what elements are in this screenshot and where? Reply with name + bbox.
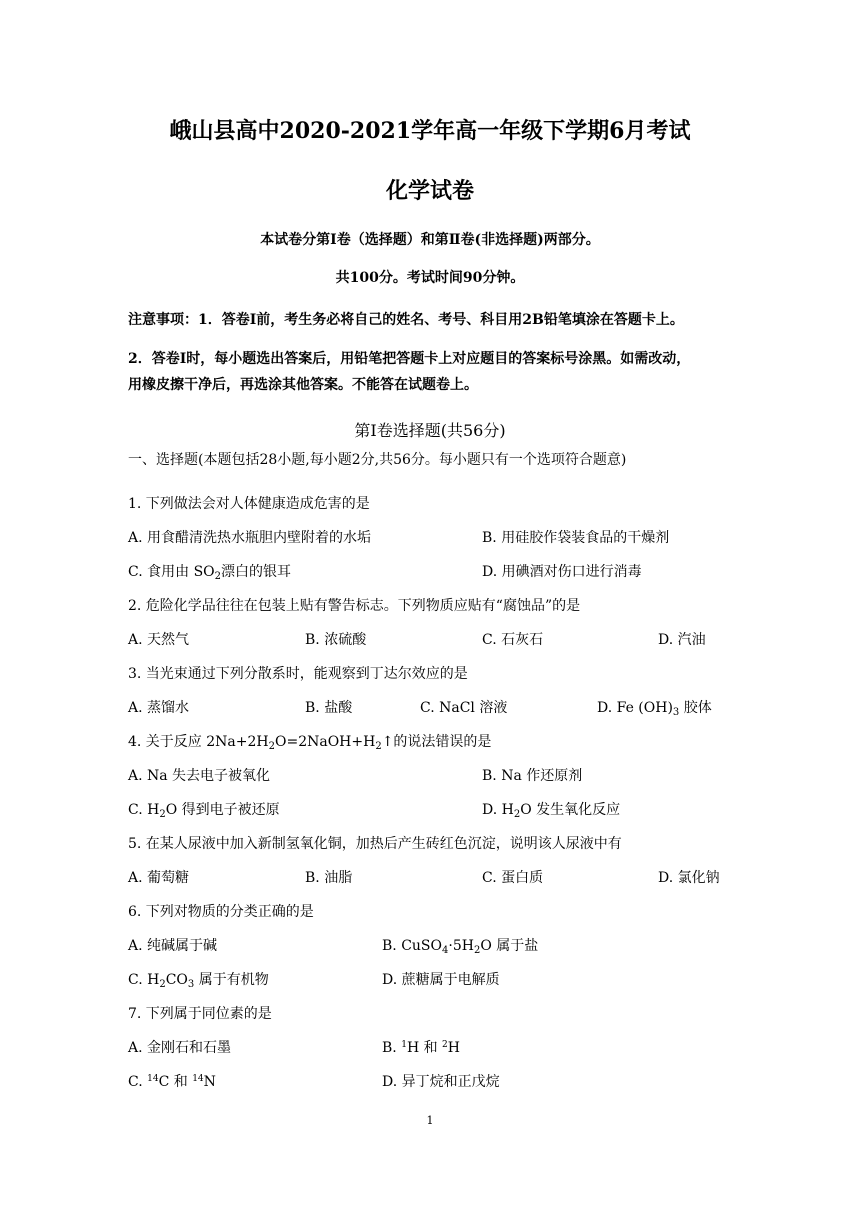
question-7-option-b: B. $^1$H 和 $^2$H [382, 1040, 460, 1056]
question-3-stem: 3. 当光束通过下列分散系时，能观察到丁达尔效应的是 [128, 666, 468, 682]
intro-line-2: 共100分。考试时间90分钟。 [335, 270, 525, 286]
notice-2a: 2．答卷Ⅰ时，每小题选出答案后，用铅笔把答题卡上对应题目的答案标号涂黑。如需改动， [128, 351, 691, 367]
question-1-option-c: C. 食用由 $SO_2$漂白的银耳 [128, 564, 292, 582]
question-7-option-c: C. $^{14}$C 和 $^{14}$N [128, 1074, 216, 1090]
question-2-option-b: B. 浓硫酸 [305, 632, 367, 648]
question-7-option-a: A. 金刚石和石墨 [128, 1040, 232, 1056]
question-4-option-a: A. Na 失去电子被氧化 [128, 768, 271, 784]
question-5-option-b: B. 油脂 [305, 870, 353, 886]
section-instruction: 一、选择题(本题包括28小题,每小题2分,共56分。每小题只有一个选项符合题意) [128, 452, 627, 468]
question-3-option-d: D. Fe $(OH)_3$ 胶体 [597, 700, 712, 718]
question-6-stem: 6. 下列对物质的分类正确的是 [128, 904, 314, 920]
question-3-option-c: C. NaCl 溶液 [420, 700, 508, 716]
notice-2b: 用橡皮擦干净后，再选涂其他答案。不能答在试题卷上。 [128, 377, 478, 393]
question-1-option-a: A. 用食醋清洗热水瓶胆内壁附着的水垢 [128, 530, 372, 546]
question-4-stem: 4. 关于反应 $2Na+2H_2O=2NaOH+H_2↑$的说法错误的是 [128, 734, 492, 752]
question-5-option-d: D. 氯化钠 [658, 870, 720, 886]
question-4-option-b: B. Na 作还原剂 [482, 768, 583, 784]
question-6-option-c: C. $H_2CO_3$ 属于有机物 [128, 972, 269, 990]
question-7-option-d: D. 异丁烷和正戊烷 [382, 1074, 500, 1090]
question-6-option-a: A. 纯碱属于碱 [128, 938, 218, 954]
question-6-option-d: D. 蔗糖属于电解质 [382, 972, 500, 988]
question-6-option-b: B. $CuSO_4\cdot 5H_2O$ 属于盐 [382, 938, 539, 956]
question-7-stem: 7. 下列属于同位素的是 [128, 1006, 272, 1022]
question-2-option-c: C. 石灰石 [482, 632, 544, 648]
question-3-option-b: B. 盐酸 [305, 700, 353, 716]
question-2-option-a: A. 天然气 [128, 632, 190, 648]
question-5-stem: 5. 在某人尿液中加入新制氢氧化铜，加热后产生砖红色沉淀，说明该人尿液中有 [128, 836, 622, 852]
question-1-option-b: B. 用硅胶作袋装食品的干燥剂 [482, 530, 670, 546]
exam-title: 峨山县高中2020-2021学年高一年级下学期6月考试 [169, 118, 691, 144]
exam-subtitle: 化学试卷 [385, 178, 474, 204]
question-4-option-d: D. $H_2O$ 发生氧化反应 [482, 802, 621, 820]
section-title: 第Ⅰ卷选择题(共56分) [354, 421, 506, 440]
question-2-stem: 2. 危险化学品往往在包装上贴有警告标志。下列物质应贴有“腐蚀品”的是 [128, 598, 581, 614]
question-1-stem: 1. 下列做法会对人体健康造成危害的是 [128, 496, 370, 512]
question-2-option-d: D. 汽油 [658, 632, 706, 648]
question-1-option-d: D. 用碘酒对伤口进行消毒 [482, 564, 642, 580]
question-5-option-a: A. 葡萄糖 [128, 870, 190, 886]
page-number: 1 [426, 1114, 434, 1127]
question-4-option-c: C. $H_2O$ 得到电子被还原 [128, 802, 280, 820]
question-5-option-c: C. 蛋白质 [482, 870, 544, 886]
question-3-option-a: A. 蒸馏水 [128, 700, 190, 716]
notice-1: 注意事项：1．答卷Ⅰ前，考生务必将自己的姓名、考号、科目用2B铅笔填涂在答题卡上。 [128, 312, 684, 328]
intro-line-1: 本试卷分第Ⅰ卷（选择题）和第Ⅱ卷(非选择题)两部分。 [260, 232, 600, 248]
